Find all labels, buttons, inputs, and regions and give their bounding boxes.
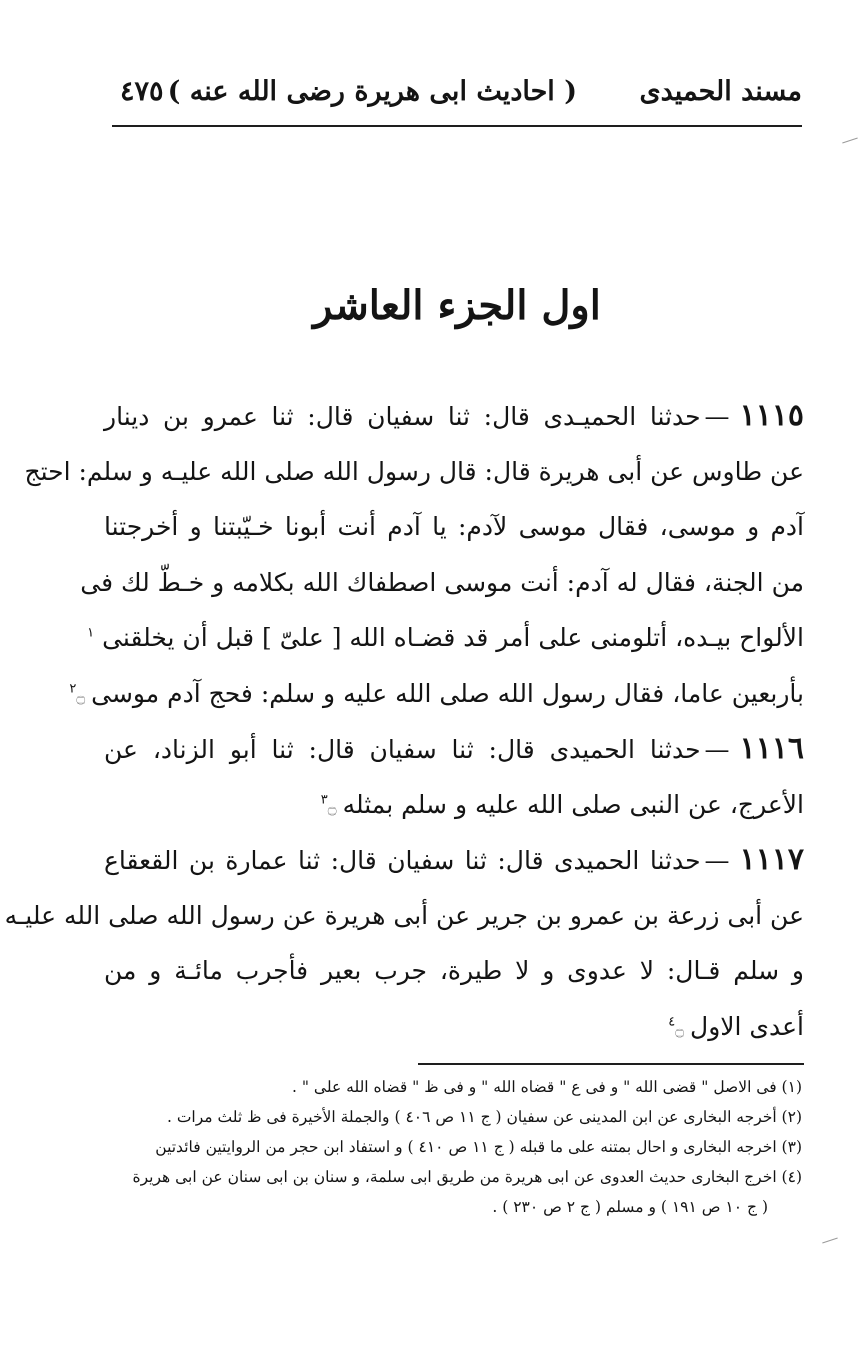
text-line: و سلم قـال: لا عدوى و لا طيرة، جرب بعير فأجرب مائـة و من bbox=[104, 956, 804, 985]
part-title: اول الجزء العاشر bbox=[313, 282, 601, 329]
end-of-hadith-mark: ۝ bbox=[675, 1020, 685, 1039]
running-header bbox=[112, 72, 802, 124]
chapter-title: ( احاديث ابى هريرة رضى الله عنه ) bbox=[167, 76, 577, 107]
text-line: الألواح بيـده، أتلومنى على أمر قد قضـاه الله [ علىّ ] قبل أن يخلقنى $^١$ bbox=[87, 623, 804, 652]
text-line: ١١١٦—حدثنا الحميدى قال: ثنا سفيان قال: ثنا أبو الزناد، عن bbox=[104, 731, 804, 766]
text-line: ١١١٥—حدثنا الحميـدى قال: ثنا سفيان قال: ثنا عمرو بن دينار bbox=[104, 398, 804, 433]
hadith-number: ١١١٦ bbox=[739, 731, 804, 766]
scan-edge-mark bbox=[842, 138, 858, 144]
hadith-number: ١١١٥ bbox=[739, 398, 804, 433]
dash: — bbox=[704, 402, 730, 431]
footnote-ref: ٢ bbox=[69, 681, 77, 697]
footnote: (٢) أخرجه البخارى عن ابن المدينى عن سفيان ( ج ١١ ص ٤٠٦ ) والجملة الأخيرة فى ظ ثلث مرات . bbox=[166, 1108, 802, 1126]
page-number: ٤٧٥ bbox=[120, 76, 164, 107]
footnote-continuation: ( ج ١٠ ص ١٩١ ) و مسلم ( ج ٢ ص ٢٣٠ ) . bbox=[492, 1198, 768, 1216]
footnote-ref: ١ bbox=[87, 625, 95, 641]
hadith-number: ١١١٧ bbox=[739, 842, 804, 877]
text-line: عن طاوس عن أبى هريرة قال: قال رسول الله صلى الله عليـه و سلم: احتج bbox=[24, 456, 804, 486]
text-line: ١١١٧—حدثنا الحميدى قال: ثنا سفيان قال: ثنا عمارة بن القعقاع bbox=[104, 842, 804, 877]
footnote: (٤) اخرج البخارى حديث العدوى عن ابى هريرة من طريق ابى سلمة، و سنان بن ابى سنان عن ابى هريرة bbox=[132, 1168, 802, 1186]
footnote: (١) فى الاصل " قضى الله " و فى ع " قضاه الله " و فى ظ " قضاه الله على " . bbox=[292, 1078, 802, 1096]
dash: — bbox=[704, 846, 730, 875]
footnote-ref: ٣ bbox=[320, 792, 328, 808]
footnotes bbox=[112, 1072, 802, 1222]
book-title: مسند الحميدى bbox=[639, 76, 802, 107]
text-line: أعدى الاول$^٤$۝ bbox=[668, 1011, 804, 1041]
footnote: (٣) اخرجه البخارى و احال بمتنه على ما قبله ( ج ١١ ص ٤١٠ ) و استفاد ابن حجر من الروايتين فائدتين bbox=[155, 1138, 802, 1156]
text-line: الأعرج، عن النبى صلى الله عليه و سلم بمثله$^٣$۝ bbox=[320, 789, 804, 819]
end-of-hadith-mark: ۝ bbox=[327, 798, 337, 817]
text-line: من الجنة، فقال له آدم: أنت موسى اصطفاك الله بكلامه و خـطّ لك فى bbox=[80, 567, 804, 597]
hadith-text bbox=[4, 388, 804, 1054]
text-line: عن أبى زرعة بن عمرو بن جرير عن أبى هريرة عن رسول الله صلى الله عليـه bbox=[4, 900, 804, 930]
scan-edge-mark bbox=[822, 1238, 838, 1244]
header-rule bbox=[112, 125, 802, 127]
end-of-hadith-mark: ۝ bbox=[76, 687, 86, 706]
text-line: بأربعين عاما، فقال رسول الله صلى الله عليه و سلم: فحج آدم موسى$^٢$۝ bbox=[69, 678, 804, 708]
footnote-ref: ٤ bbox=[668, 1014, 676, 1030]
dash: — bbox=[704, 735, 730, 764]
text-line: آدم و موسى، فقال موسى لآدم: يا آدم أنت أبونا خـيّبتنا و أخرجتنا bbox=[104, 512, 804, 541]
footnote-rule bbox=[418, 1063, 804, 1065]
